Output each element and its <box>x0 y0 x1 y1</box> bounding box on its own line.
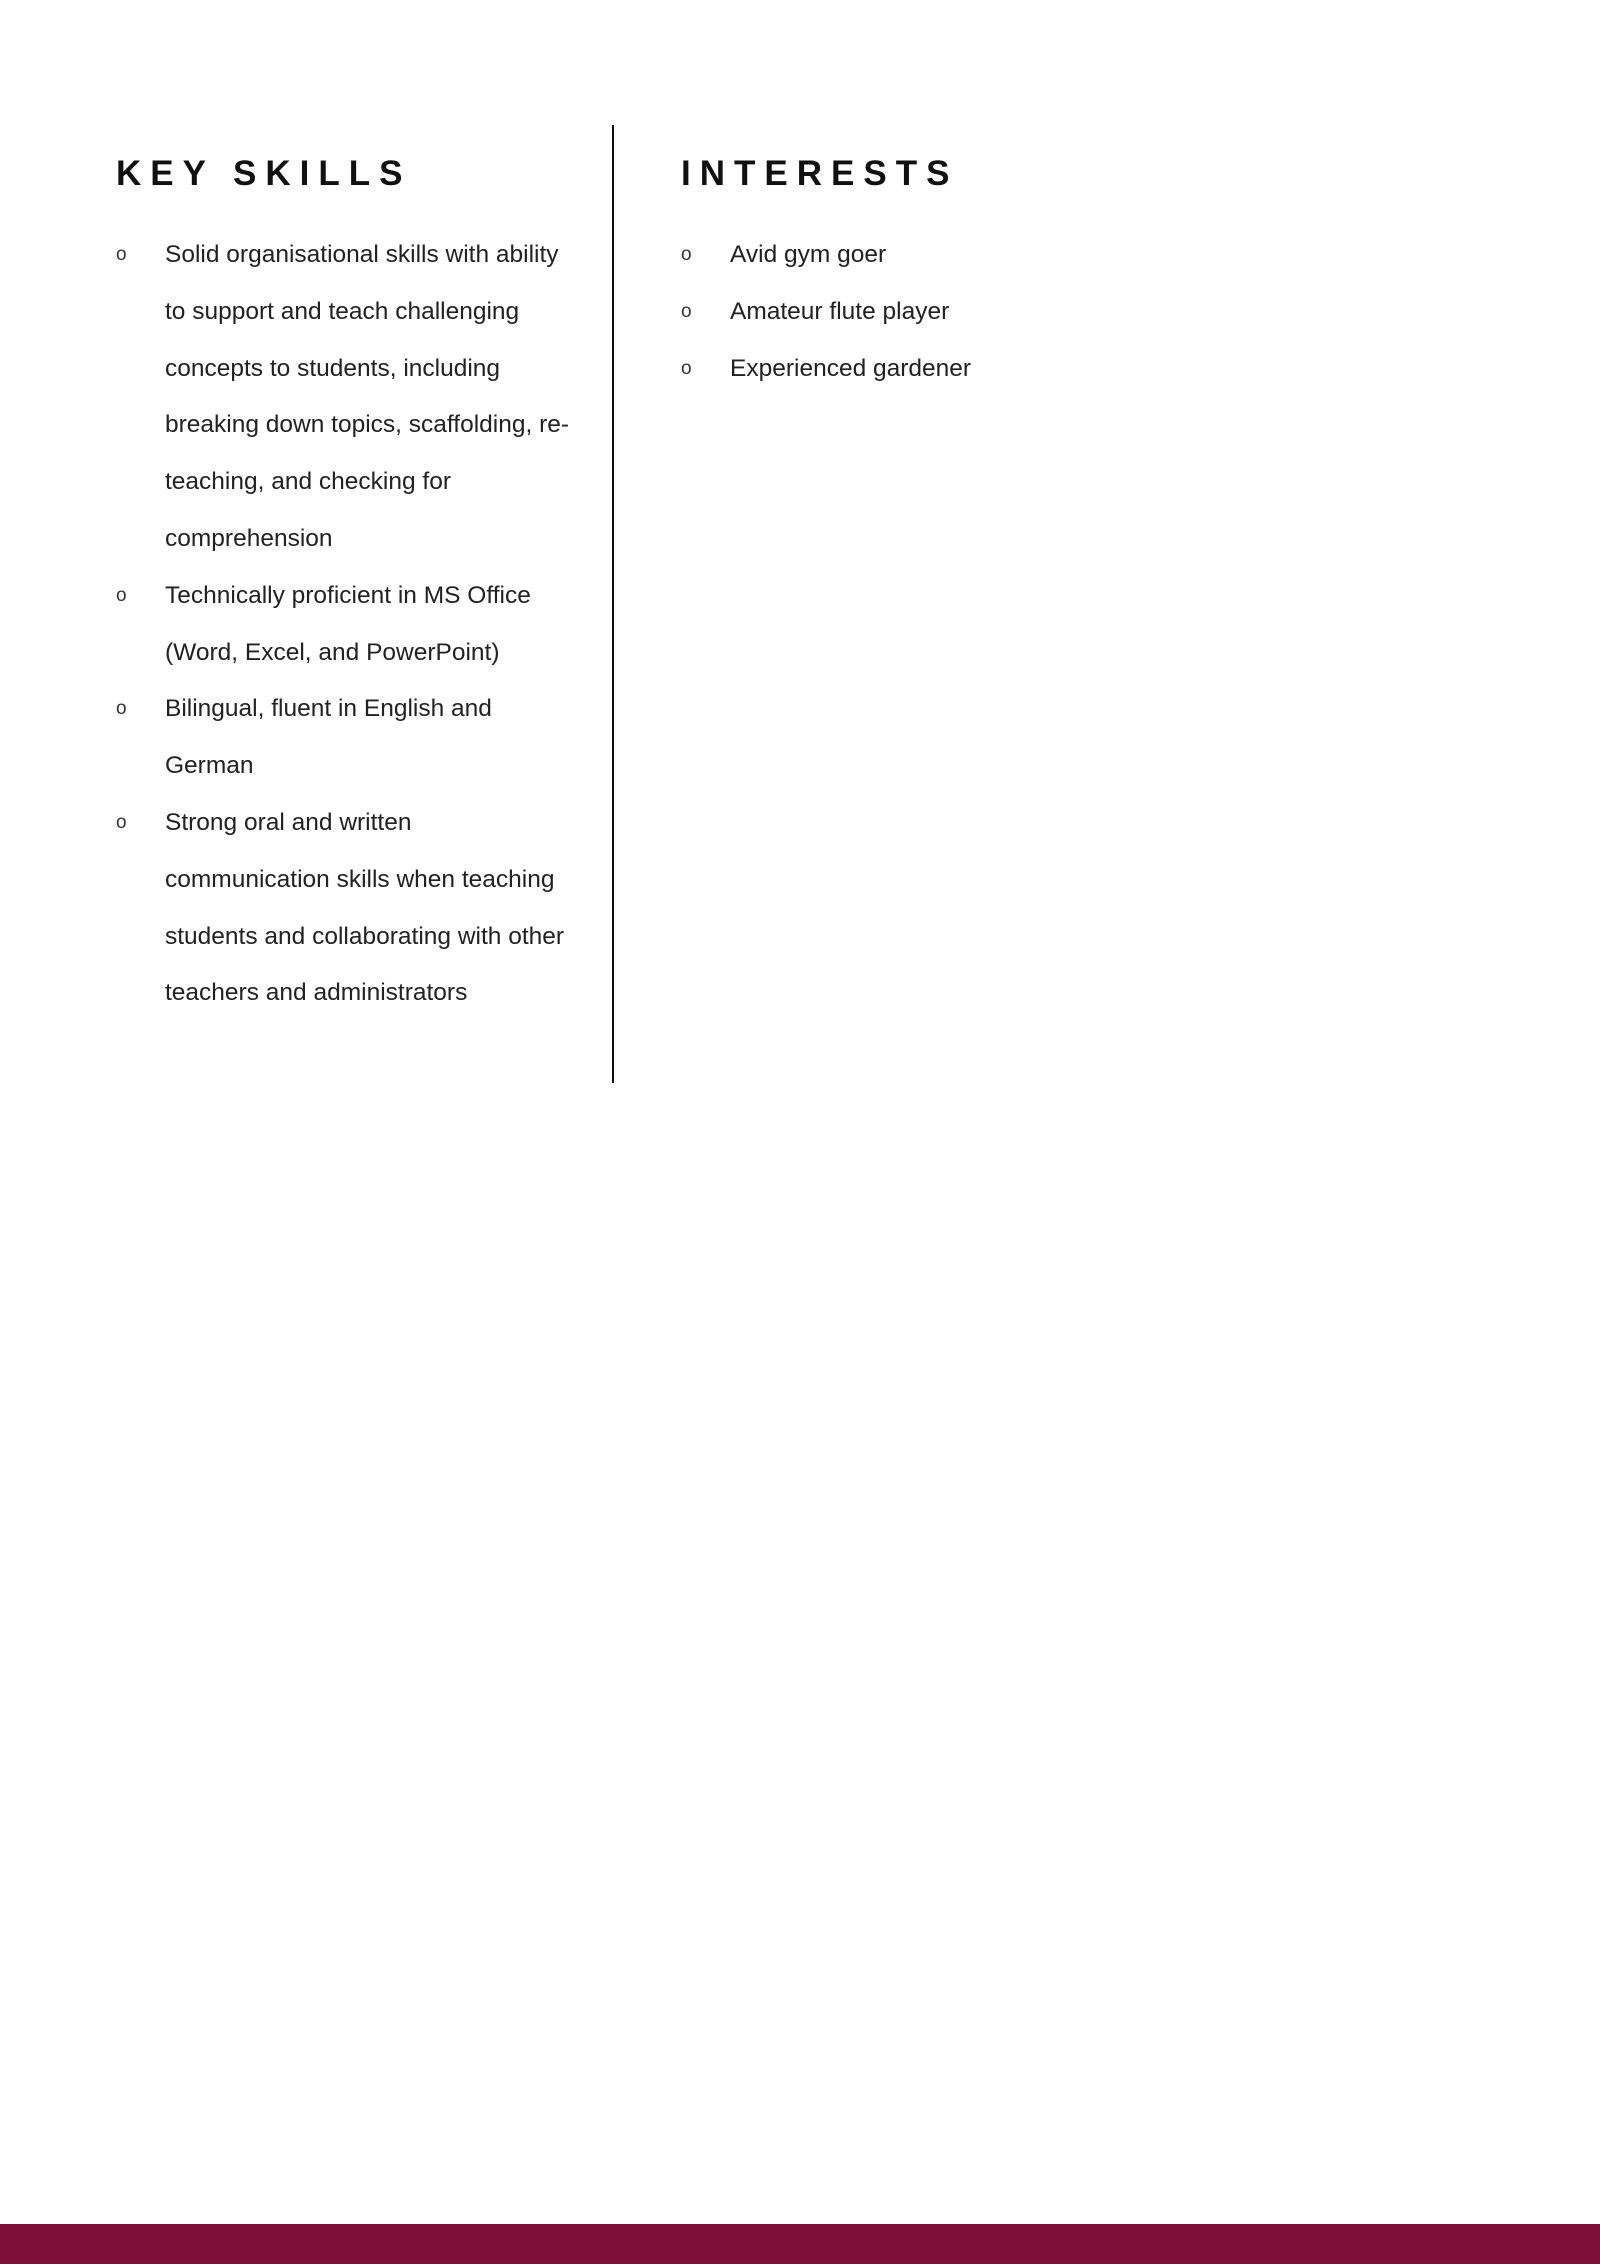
footer-bar <box>0 2224 1600 2264</box>
list-item <box>116 227 576 568</box>
key-skills-list <box>116 227 576 1022</box>
list-item <box>681 341 1381 398</box>
list-item <box>681 284 1381 341</box>
list-item <box>116 568 576 682</box>
key-skills-heading: KEY SKILLS <box>116 154 412 193</box>
list-item <box>116 681 576 795</box>
bullet-icon: o <box>116 584 127 606</box>
interest-text: Experienced gardener <box>730 354 972 382</box>
key-skill-text: Solid organisational skills with ability to support and teach challenging concepts to students, including breaking down topics, scaffolding, re-teaching, and checking for comprehension <box>165 241 570 552</box>
interests-heading: INTERESTS <box>681 154 959 193</box>
list-item <box>681 227 1381 284</box>
bullet-icon: o <box>116 811 127 833</box>
key-skill-text: Bilingual, fluent in English and German <box>165 695 492 780</box>
column-divider <box>612 125 614 1083</box>
interests-list <box>681 227 1381 397</box>
interest-text: Avid gym goer <box>730 241 887 268</box>
list-item <box>116 795 576 1022</box>
bullet-icon: o <box>116 244 127 265</box>
key-skill-text: Strong oral and written communication skills when teaching students and collaborating with other teachers and administrators <box>165 808 565 1007</box>
key-skill-text: Technically proficient in MS Office (Word, Excel, and PowerPoint) <box>165 581 531 666</box>
bullet-icon: o <box>681 244 692 265</box>
key-skills-section <box>116 154 576 1022</box>
interests-section <box>681 154 1381 397</box>
interest-text: Amateur flute player <box>730 297 950 325</box>
bullet-icon: o <box>116 698 127 720</box>
bullet-icon: o <box>681 357 692 379</box>
bullet-icon: o <box>681 300 692 322</box>
